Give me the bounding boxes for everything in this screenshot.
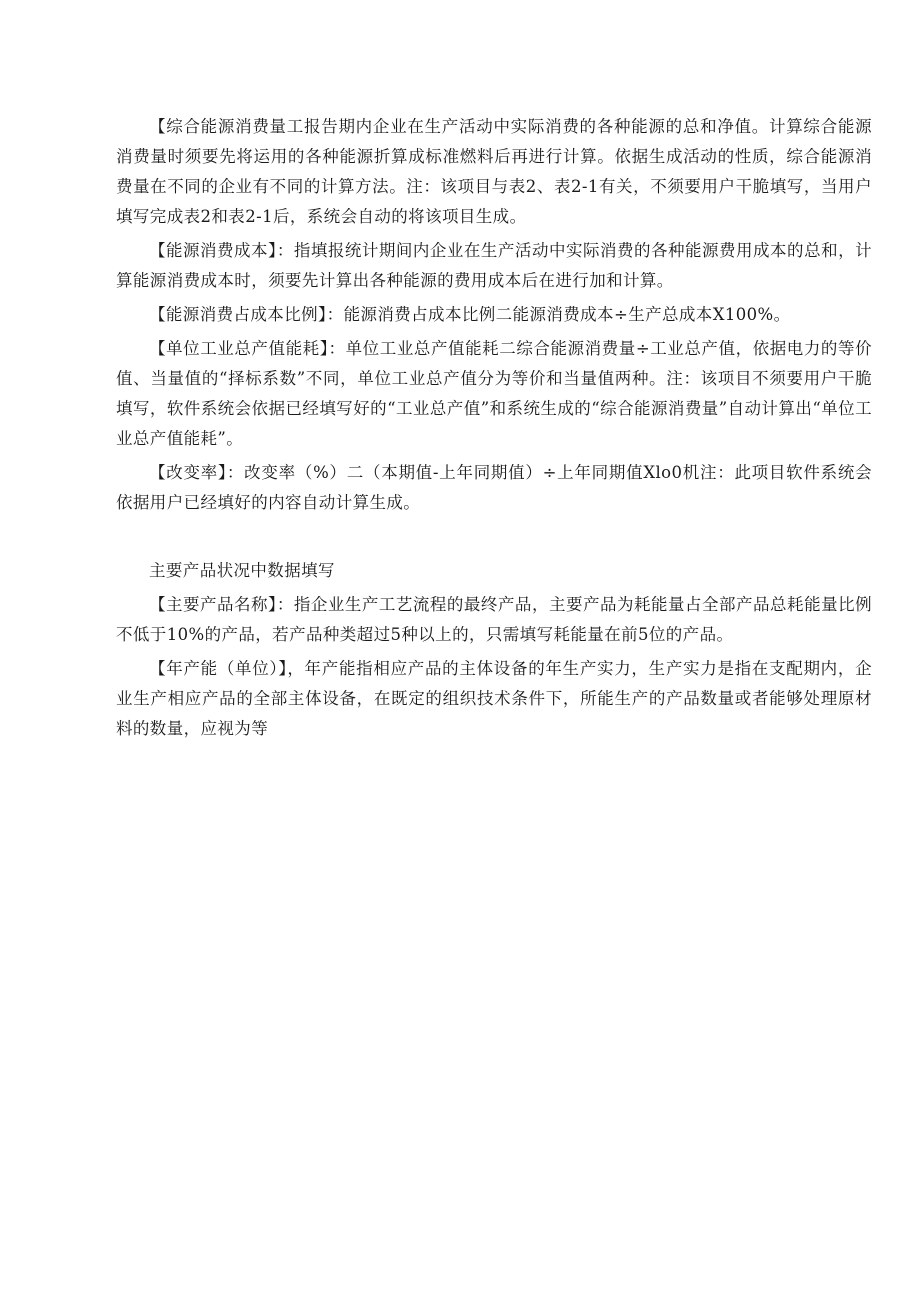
definition-energy-cost: 指填报统计期间内企业在生产活动中实际消费的各种能源费用成本的总和，计算能源消费成本时，须要先计算出各种能源的费用成本后在进行加和计算。 <box>116 241 872 290</box>
document-body <box>116 112 872 748</box>
term-annual-capacity: 【年产能（单位）】， <box>149 659 305 678</box>
section-heading: 主要产品状况中数据填写 <box>149 561 335 580</box>
term-comprehensive-energy: 【综合能源消费量工 <box>149 117 304 136</box>
paragraph-main-product-name <box>116 590 872 650</box>
definition-main-product-name: 指企业生产工艺流程的最终产品，主要产品为耗能量占全部产品总耗能量比例不低于10%的产品，若产品种类超过5种以上的，只需填写耗能量在前5位的产品。 <box>116 595 872 644</box>
term-energy-cost-ratio: 【能源消费占成本比例】： <box>149 305 344 324</box>
paragraph-comprehensive-energy <box>116 112 872 232</box>
definition-change-rate: 改变率（%）二（本期值-上年同期值）÷上年同期值Xlo0机注：此项目软件系统会依据用户已经填好的内容自动计算生成。 <box>116 463 872 512</box>
definition-annual-capacity: 年产能指相应产品的主体设备的年生产实力，生产实力是指在支配期内，企业生产相应产品的全部主体设备，在既定的组织技术条件下，所能生产的产品数量或者能够处理原材料的数量，应视为等 <box>116 659 872 738</box>
term-energy-cost: 【能源消费成本】： <box>149 241 294 260</box>
term-change-rate: 【改变率】： <box>149 463 245 482</box>
paragraph-unit-output-energy <box>116 334 872 454</box>
definition-unit-output-energy: 单位工业总产值能耗二综合能源消费量÷工业总产值，依据电力的等价值、当量值的“择标系数”不同，单位工业总产值分为等价和当量值两种。注：该项目不须要用户干脆填写，软件系统会依据已经填写好的“工业总产值”和系统生成的“综合能源消费量”自动计算出“单位工业总产值能耗”。 <box>116 339 872 448</box>
term-unit-output-energy: 【单位工业总产值能耗】： <box>149 339 346 358</box>
definition-energy-cost-ratio: 能源消费占成本比例二能源消费成本÷生产总成本X100%。 <box>343 305 791 324</box>
paragraph-change-rate <box>116 458 872 518</box>
paragraph-energy-cost <box>116 236 872 296</box>
paragraph-annual-capacity <box>116 654 872 744</box>
definition-comprehensive-energy: 报告期内企业在生产活动中实际消费的各种能源的总和净值。计算综合能源消费量时须要先将运用的各种能源折算成标准燃料后再进行计算。依据生成活动的性质，综合能源消费量在不同的企业有不同的计算方法。注：该项目与表2、表2-1有关，不须要用户干脆填写，当用户填写完成表2和表2-1后，系统会自动的将该项目生成。 <box>116 117 872 226</box>
term-main-product-name: 【主要产品名称】： <box>149 595 294 614</box>
paragraph-energy-cost-ratio <box>116 300 872 330</box>
